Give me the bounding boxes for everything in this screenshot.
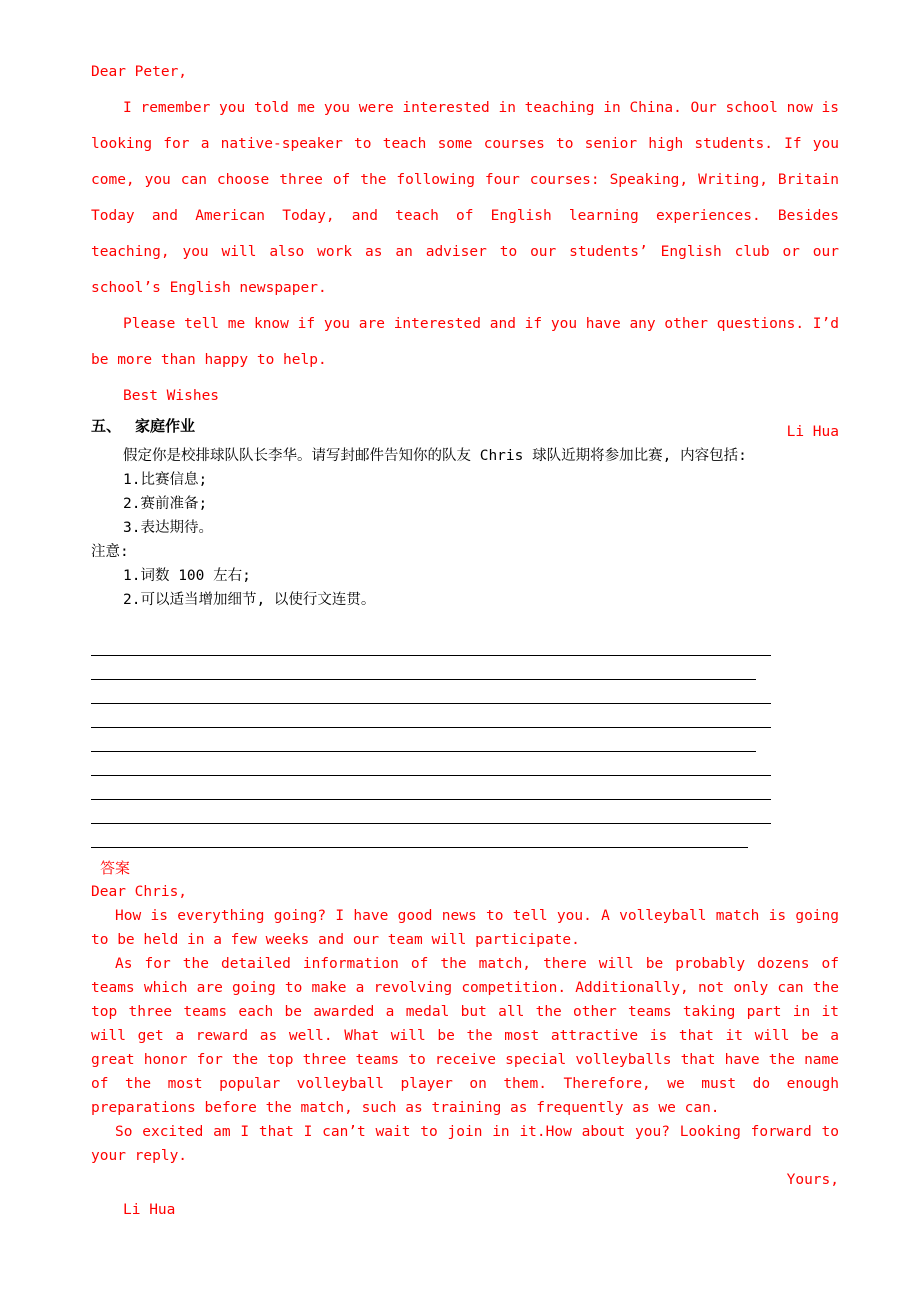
writing-line[interactable] [91, 824, 748, 848]
writing-line[interactable] [91, 632, 771, 656]
section-heading [91, 414, 839, 438]
answer-closing: Yours, [786, 1172, 839, 1188]
sample-letter [91, 54, 839, 450]
letter-paragraph: Please tell me know if you are interested and if you have any other questions. I’d be more than happy to help. [91, 316, 839, 368]
note-item: 2.可以适当增加细节, 以使行文连贯。 [123, 592, 376, 608]
homework-item: 1.比赛信息; [123, 472, 208, 488]
note-item: 1.词数 100 左右; [123, 568, 251, 584]
letter-greeting: Dear Peter, [91, 64, 188, 80]
answer-writing-lines [91, 632, 771, 848]
writing-line[interactable] [91, 728, 756, 752]
answer-paragraph: So excited am I that I can’t wait to join in it.How about you? Looking forward to your reply. [91, 1124, 839, 1164]
homework-prompt: 假定你是校排球队队长李华。请写封邮件告知你的队友 Chris 球队近期将参加比赛, 内容包括: [123, 448, 747, 464]
letter-signature: Li Hua [786, 424, 839, 440]
writing-line[interactable] [91, 680, 771, 704]
writing-line[interactable] [91, 752, 771, 776]
writing-line[interactable] [91, 800, 771, 824]
section-number: 五、 [91, 417, 122, 435]
letter-paragraph: I remember you told me you were interested in teaching in China. Our school now is looking for a native-speaker to teach some courses to senior high students. If you come, you can choose three of the following four courses: Speaking, Writing, Britain Today and American Today, and teach of English learning experiences. Besides teaching, you will also work as an adviser to our students’ English club or our school’s English newspaper. [91, 100, 839, 296]
answer-greeting: Dear Chris, [91, 884, 188, 900]
notes-label: 注意: [91, 544, 129, 560]
writing-line[interactable] [91, 704, 771, 728]
answer-label: 答案 [100, 859, 131, 877]
writing-line[interactable] [91, 656, 756, 680]
answer-signature: Li Hua [123, 1202, 176, 1218]
letter-closing: Best Wishes [123, 388, 220, 404]
homework-section [91, 414, 839, 612]
answer-paragraph: As for the detailed information of the match, there will be probably dozens of teams which are going to make a revolving competition. Additionally, not only can the top three teams each be awarded a medal but all the other teams taking part in it will get a reward as well. What will be the most attractive is that it will be a great honor for the top three teams to receive special volleyballs that have the name of the most popular volleyball player on them. Therefore, we must do enough preparations before the match, such as training as frequently as we can. [91, 956, 839, 1116]
answer-paragraph: How is everything going? I have good news to tell you. A volleyball match is going to be held in a few weeks and our team will participate. [91, 908, 839, 948]
writing-line[interactable] [91, 776, 771, 800]
homework-item: 3.表达期待。 [123, 520, 213, 536]
answer-section [91, 856, 839, 1222]
section-title: 家庭作业 [135, 417, 196, 435]
homework-item: 2.赛前准备; [123, 496, 208, 512]
